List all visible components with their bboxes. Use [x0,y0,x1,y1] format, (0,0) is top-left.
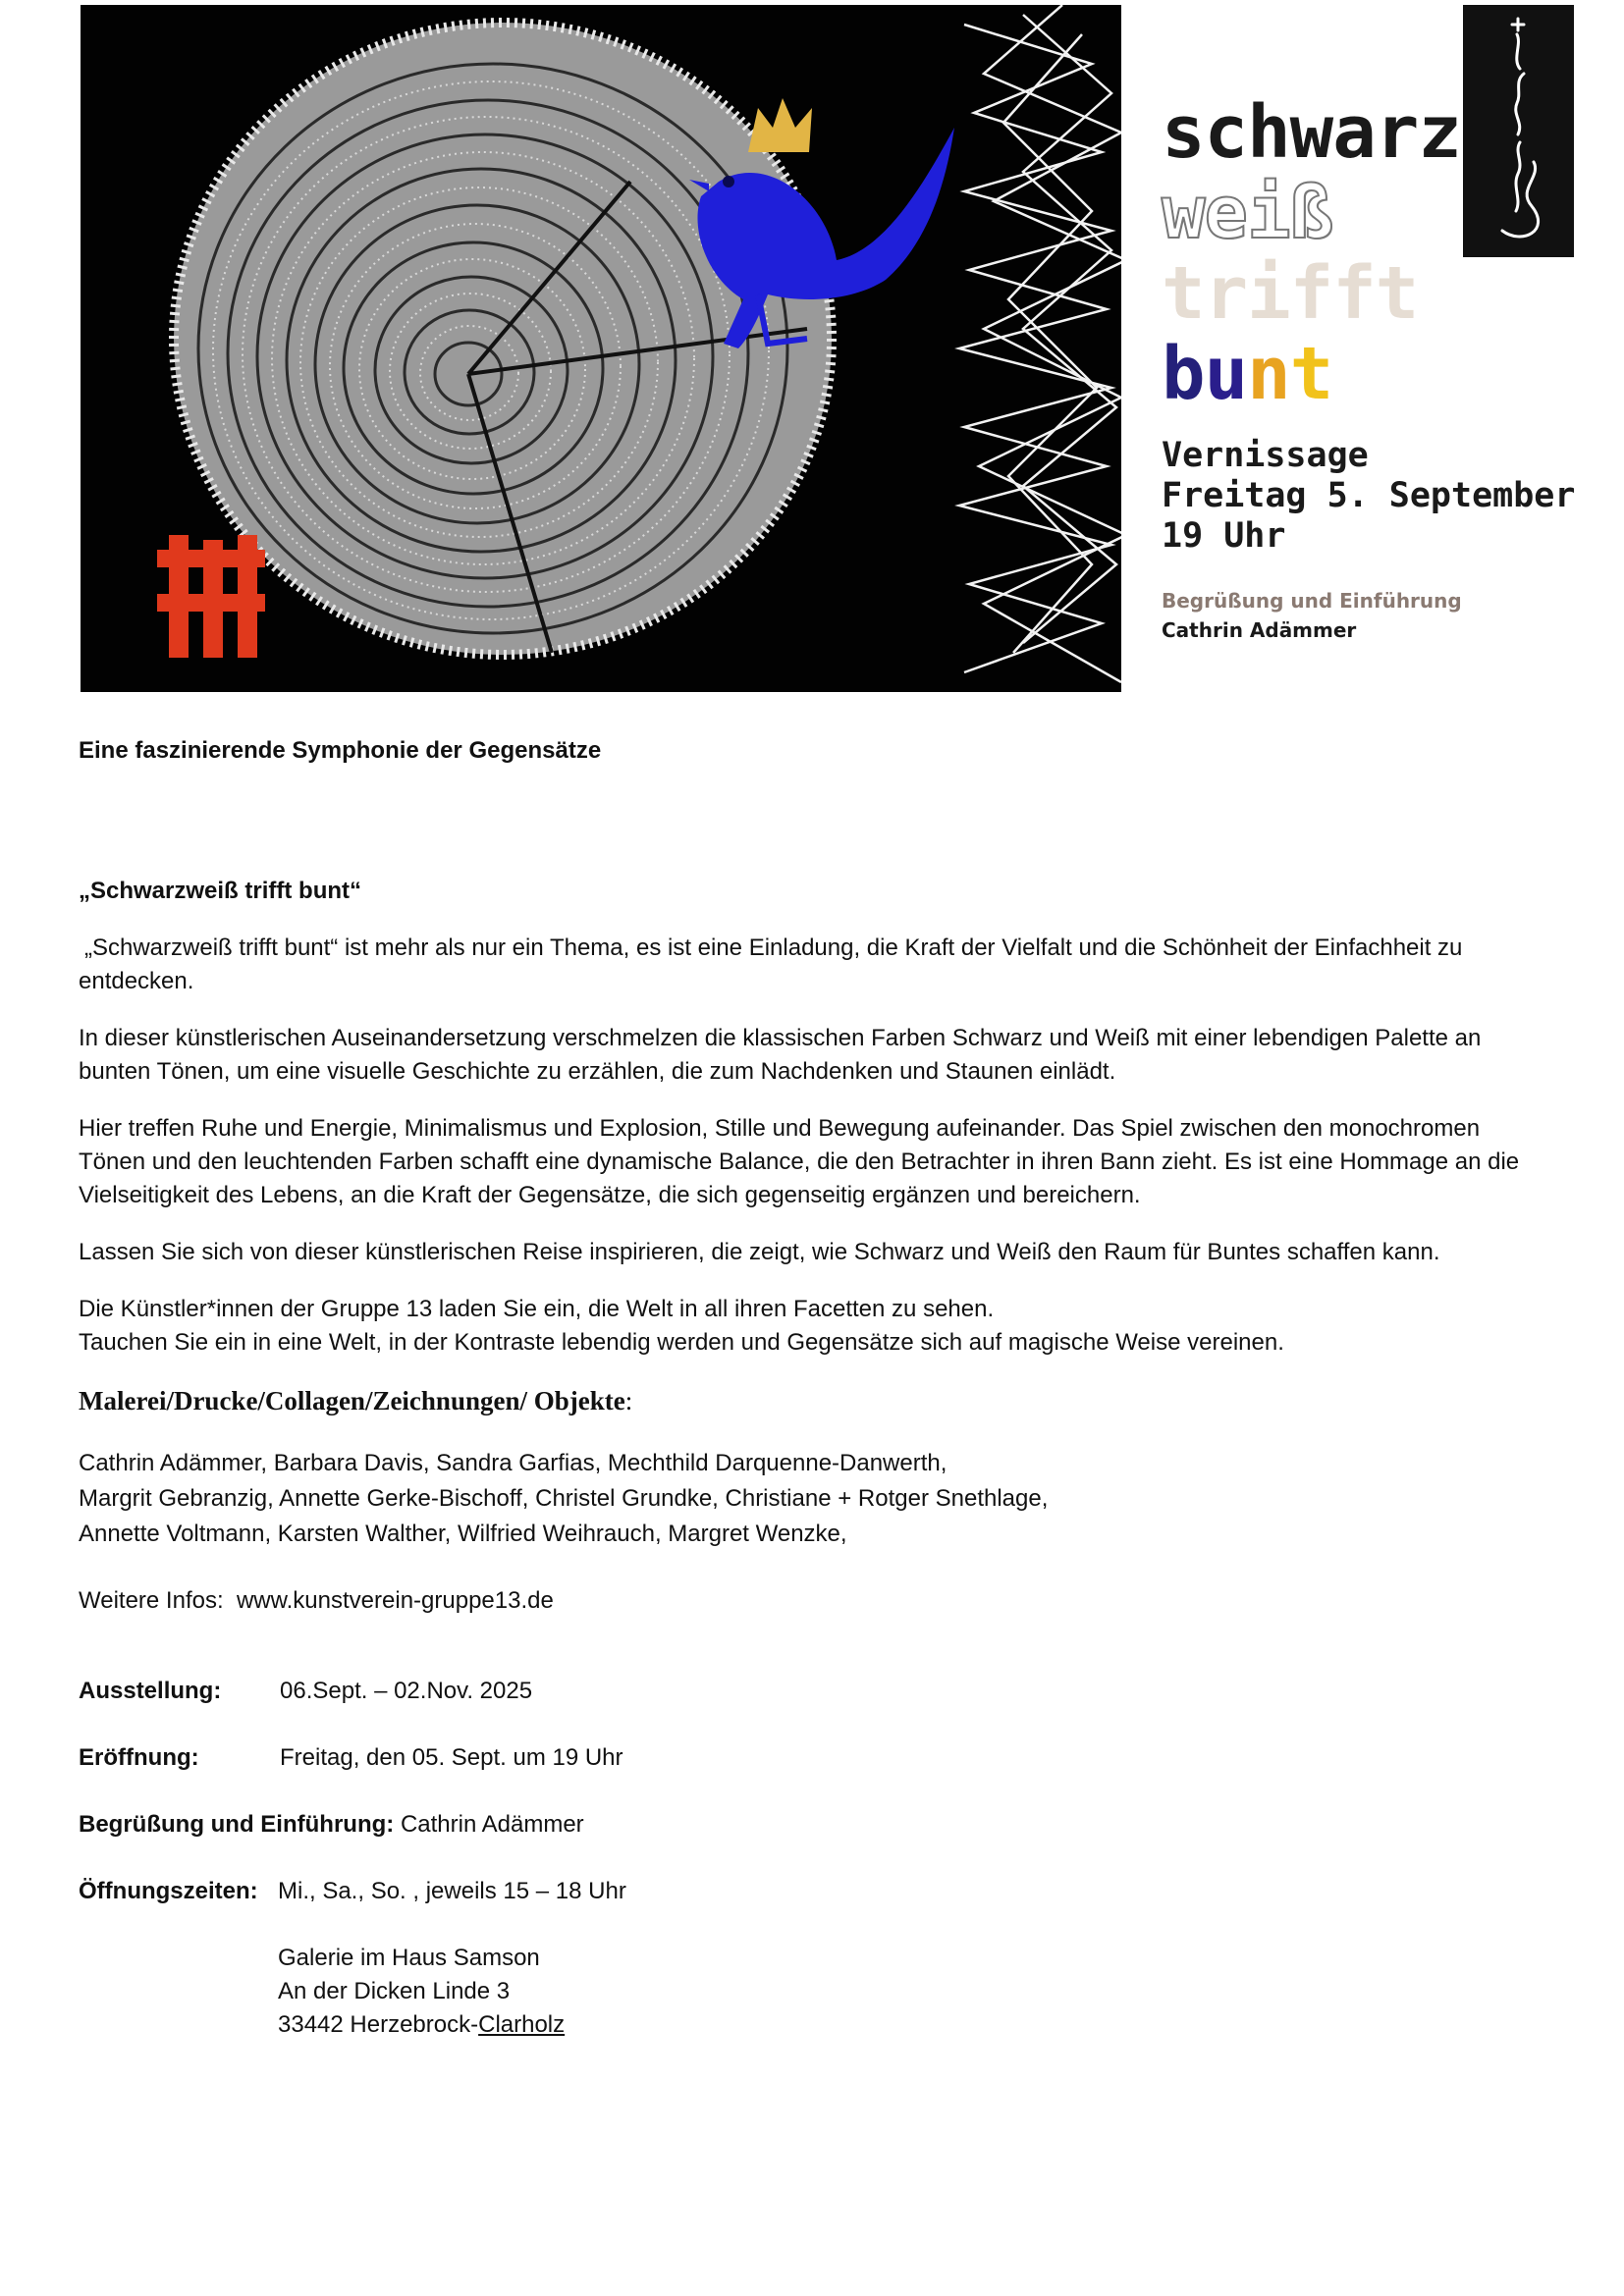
more-info-label: Weitere Infos: [79,1587,224,1614]
more-info-link[interactable]: www.kunstverein-gruppe13.de [236,1587,554,1614]
exhibition-row [79,1675,1542,1708]
hours-label: Öffnungszeiten: [79,1878,258,1904]
bunt-letter-u: u [1204,332,1248,416]
greeting-row [79,1808,1542,1842]
opening-label: Eröffnung: [79,1744,199,1771]
vernissage-date: Freitag 5. September [1162,476,1576,515]
bunt-letter-t: t [1289,332,1333,416]
vernissage-label: Vernissage [1162,436,1369,475]
more-info [79,1584,1542,1618]
gruppe13-logo [1463,5,1574,257]
address-line-3 [278,2008,1542,2042]
banner-greeting-label: Begrüßung und Einführung [1162,589,1462,613]
bunt-letter-n: n [1247,332,1290,416]
artists-line-1: Cathrin Adämmer, Barbara Davis, Sandra Garfias, Mechthild Darquenne-Danwerth, [79,1450,947,1476]
paragraph-inspire: Lassen Sie sich von dieser künstlerischen Reise inspirieren, die zeigt, wie Schwarz und Weiß den Raum für Buntes schaffen kann. [79,1239,1440,1265]
vernissage-block [1162,436,1575,557]
vernissage-time: 19 Uhr [1162,516,1286,556]
media-heading-text: Malerei/Drucke/Collagen/Zeichnungen/ Objekte [79,1386,625,1415]
section-heading: „Schwarzweiß trifft bunt“ [79,878,361,904]
opening-row [79,1741,1542,1775]
title-weiss: weiß [1162,171,1333,255]
document-body [79,734,1542,2042]
red-fence [157,535,265,658]
title-bunt [1162,332,1333,416]
signature-logo-icon [1463,5,1574,257]
artists-line-2: Margrit Gebranzig, Annette Gerke-Bischoff, Christel Grundke, Christiane + Rotger Snethlage, [79,1485,1049,1512]
banner-artwork [81,5,1136,692]
greeting-label: Begrüßung und Einführung: [79,1811,395,1838]
paragraph-fusion: In dieser künstlerischen Auseinandersetzung verschmelzen die klassischen Farben Schwarz und Weiß mit einer lebendigen Palette an bunten Tönen, um eine visuelle Geschichte zu erzählen, die zum Nachdenken und Staunen einlädt. [79,1025,1482,1085]
paragraph-contrast: Hier treffen Ruhe und Energie, Minimalismus und Explosion, Stille und Bewegung aufeinander. Das Spiel zwischen den monochromen Tönen und den leuchtenden Farben schafft eine dynamische Balance, die den Betrachter in ihren Bann zieht. Es ist eine Hommage an die Vielseitigkeit des Lebens, an die Kraft der Gegensätze, die sich gegenseitig ergänzen und bereichern. [79,1115,1520,1208]
media-heading [79,1384,1542,1417]
media-heading-colon: : [624,1386,633,1415]
exhibition-label: Ausstellung: [79,1678,222,1704]
exhibition-value: 06.Sept. – 02.Nov. 2025 [280,1678,533,1704]
opening-value: Freitag, den 05. Sept. um 19 Uhr [280,1744,623,1771]
address-district: Clarholz [478,2011,566,2038]
address-line-1: Galerie im Haus Samson [278,1945,540,1971]
invite-line-1: Die Künstler*innen der Gruppe 13 laden Sie ein, die Welt in all ihren Facetten zu sehen. [79,1296,995,1322]
title-schwarz: schwarz [1162,90,1461,175]
address-block [278,1942,1542,2042]
greeting-value: Cathrin Adämmer [400,1811,584,1838]
artists-line-3: Annette Voltmann, Karsten Walther, Wilfried Weihrauch, Margret Wenzke, [79,1521,847,1547]
address-line-2: An der Dicken Linde 3 [278,1978,511,2004]
hours-value: Mi., Sa., So. , jeweils 15 – 18 Uhr [278,1878,626,1904]
banner-greeting-name: Cathrin Adämmer [1162,618,1357,642]
subtitle: Eine faszinierende Symphonie der Gegensätze [79,737,602,764]
woodcut-illustration [81,5,1136,692]
title-trifft: trifft [1162,251,1419,336]
hours-row [79,1875,1542,1908]
paragraph-intro: „Schwarzweiß trifft bunt“ ist mehr als nur ein Thema, es ist eine Einladung, die Kraft der Vielfalt und die Schönheit der Einfachheit zu entdecken. [79,934,1463,994]
invite-line-2: Tauchen Sie ein in eine Welt, in der Kontraste lebendig werden und Gegensätze sich auf magische Weise vereinen. [79,1329,1284,1356]
address-postcode-city: 33442 Herzebrock- [278,2011,479,2038]
bunt-letter-b: b [1162,332,1205,416]
